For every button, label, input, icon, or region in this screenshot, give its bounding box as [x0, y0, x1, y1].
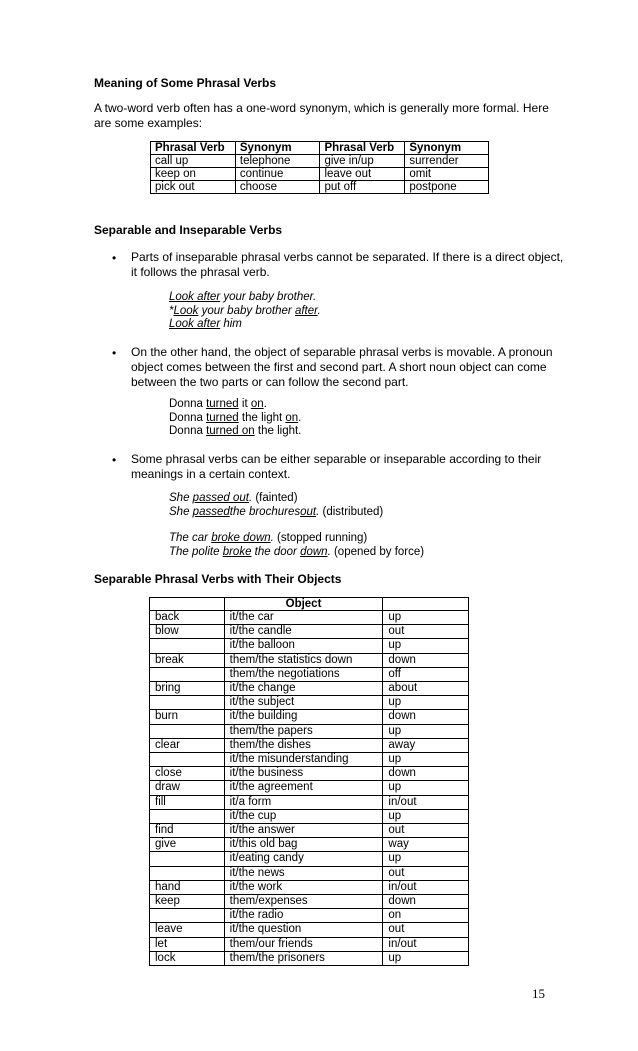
table-cell: down [383, 767, 469, 781]
table-cell: out [383, 824, 469, 838]
table-cell: up [383, 639, 469, 653]
table-cell: in/out [383, 795, 469, 809]
table-cell: them/the statistics down [224, 653, 383, 667]
phrasal-verb-underlined: Look after [169, 318, 221, 330]
table-cell: down [383, 895, 469, 909]
example-text: . [298, 411, 302, 424]
table-cell: out [383, 923, 469, 937]
table-cell [150, 696, 225, 710]
table-row [150, 809, 469, 823]
column-header [383, 598, 469, 611]
bullet-line: On the other hand, the object of separable phrasal verbs is movable. A pronoun [131, 345, 553, 359]
table-cell: it/the cup [224, 809, 383, 823]
table-cell: let [150, 937, 225, 951]
example-text: . [327, 545, 331, 558]
asterisk-mark: * [169, 304, 174, 317]
example-text: Donna [169, 425, 207, 437]
table-row [150, 838, 469, 852]
column-header: Phrasal Verb [151, 142, 236, 155]
example-group [169, 291, 321, 332]
particle-underlined: out [300, 505, 317, 518]
example-line [169, 506, 383, 520]
meaning-gloss: (fainted) [252, 492, 298, 504]
example-group [169, 492, 383, 519]
table-cell: up [383, 951, 469, 965]
table-cell: them/the papers [224, 724, 383, 738]
bullet-icon: • [112, 251, 117, 265]
table-cell: it/the work [224, 880, 383, 894]
table-row [150, 909, 469, 923]
table-row [150, 710, 469, 724]
example-text: She [169, 492, 193, 504]
page-number: 15 [532, 986, 545, 1001]
example-line [169, 305, 321, 319]
table-cell: lock [150, 951, 225, 965]
table-cell: find [150, 824, 225, 838]
example-line [169, 318, 321, 332]
table-cell: it/this old bag [224, 838, 383, 852]
synonym-table [150, 141, 489, 194]
table-cell [150, 753, 225, 767]
table-cell: up [383, 781, 469, 795]
table-cell: continue [235, 168, 320, 181]
example-group [169, 532, 424, 559]
table-row [150, 880, 469, 894]
example-text: it [238, 398, 251, 410]
table-cell: it/the building [224, 710, 383, 724]
example-line [169, 425, 301, 439]
bullet-icon: • [112, 346, 117, 360]
example-text: The polite [169, 545, 223, 558]
example-text: the light. [254, 425, 302, 437]
table-cell: it/the agreement [224, 781, 383, 795]
table-cell: it/the misunderstanding [224, 753, 383, 767]
example-group [169, 398, 301, 439]
example-line [169, 492, 383, 506]
phrasal-verb-underlined: Look after [169, 291, 221, 303]
bullet-icon: • [112, 453, 117, 467]
table-row [150, 795, 469, 809]
phrasal-verb-underlined: Look [173, 304, 199, 317]
example-text: Donna [169, 411, 207, 424]
phrasal-verb-underlined: broke down [211, 532, 271, 544]
table-row [150, 625, 469, 639]
table-row [150, 611, 469, 625]
table-row [150, 767, 469, 781]
example-text: your baby brother [198, 304, 295, 317]
example-text: the brochures [229, 505, 301, 518]
table-cell: it/the balloon [224, 639, 383, 653]
intro-line: are some examples: [94, 116, 203, 130]
phrasal-verb-underlined: turned [206, 398, 239, 410]
table-cell: out [383, 625, 469, 639]
bullet-paragraph [131, 250, 563, 280]
table-row [151, 155, 489, 168]
table-cell: down [383, 710, 469, 724]
section-heading-separable: Separable and Inseparable Verbs [94, 223, 283, 237]
table-cell: way [383, 838, 469, 852]
table-cell: it/a form [224, 795, 383, 809]
table-cell: break [150, 653, 225, 667]
bullet-line: object comes between the first and second part. A short noun object can come [131, 360, 547, 374]
table-cell: in/out [383, 880, 469, 894]
example-text: She [169, 505, 193, 518]
table-cell: pick out [151, 181, 236, 194]
particle-underlined: after [294, 304, 318, 317]
table-cell: close [150, 767, 225, 781]
table-cell: keep on [151, 168, 236, 181]
example-text: . [248, 492, 253, 504]
example-line [169, 546, 424, 560]
table-cell: away [383, 738, 469, 752]
table-cell: it/the answer [224, 824, 383, 838]
column-header: Object [224, 598, 383, 611]
table-row [150, 667, 469, 681]
example-text: Donna [169, 398, 207, 410]
example-text: . [263, 398, 267, 410]
table-cell: down [383, 653, 469, 667]
table-row [151, 181, 489, 194]
meaning-gloss: (opened by force) [330, 545, 425, 558]
example-text: the light [238, 411, 286, 424]
table-cell: in/out [383, 937, 469, 951]
column-header [150, 598, 225, 611]
example-text: . [316, 505, 320, 518]
table-cell: them/the dishes [224, 738, 383, 752]
table-cell: call up [151, 155, 236, 168]
table-cell [150, 724, 225, 738]
table-cell: blow [150, 625, 225, 639]
table-row [150, 753, 469, 767]
phrasal-verb-underlined: broke [222, 545, 252, 558]
table-header-row [151, 142, 489, 155]
table-row [150, 866, 469, 880]
example-text: your baby brother. [220, 291, 317, 303]
example-text: . [270, 532, 274, 544]
bullet-line: between the two parts or can follow the second part. [131, 375, 409, 389]
bullet-paragraph [131, 452, 541, 482]
table-row [150, 852, 469, 866]
table-cell: leave [150, 923, 225, 937]
section-heading-objects: Separable Phrasal Verbs with Their Objects [94, 572, 342, 586]
table-cell: back [150, 611, 225, 625]
meaning-gloss: (stopped running) [273, 532, 368, 544]
example-line [169, 412, 301, 426]
table-cell: about [383, 682, 469, 696]
table-cell [150, 866, 225, 880]
table-row [150, 639, 469, 653]
section-heading-meaning: Meaning of Some Phrasal Verbs [94, 76, 277, 90]
table-cell: them/expenses [224, 895, 383, 909]
table-cell: keep [150, 895, 225, 909]
table-cell: up [383, 809, 469, 823]
table-cell: put off [320, 181, 405, 194]
table-cell: them/our friends [224, 937, 383, 951]
table-cell: it/the radio [224, 909, 383, 923]
table-cell: it/the candle [224, 625, 383, 639]
table-cell: give [150, 838, 225, 852]
table-row [150, 951, 469, 965]
column-header: Phrasal Verb [320, 142, 405, 155]
table-cell [150, 639, 225, 653]
table-row [150, 923, 469, 937]
phrasal-verb-underlined: passed [192, 505, 230, 518]
table-row [150, 937, 469, 951]
table-cell: it/the subject [224, 696, 383, 710]
phrasal-objects-table [149, 597, 469, 966]
example-text: The car [169, 532, 212, 544]
table-row [150, 824, 469, 838]
table-cell: it/the business [224, 767, 383, 781]
table-cell [150, 809, 225, 823]
table-cell: on [383, 909, 469, 923]
table-row [150, 781, 469, 795]
table-cell: up [383, 724, 469, 738]
table-cell: draw [150, 781, 225, 795]
table-cell: it/the question [224, 923, 383, 937]
bullet-line: it follows the phrasal verb. [131, 265, 270, 279]
table-cell: fill [150, 795, 225, 809]
table-cell: out [383, 866, 469, 880]
table-cell [150, 909, 225, 923]
table-cell: them/the negotiations [224, 667, 383, 681]
bullet-line: meanings in a certain context. [131, 467, 291, 481]
table-cell: them/the prisoners [224, 951, 383, 965]
table-cell: bring [150, 682, 225, 696]
table-row [150, 724, 469, 738]
table-cell: it/eating candy [224, 852, 383, 866]
phrasal-verb-underlined: passed out [192, 492, 249, 504]
example-line [169, 291, 321, 305]
table-row [150, 895, 469, 909]
table-cell: off [383, 667, 469, 681]
table-cell: up [383, 696, 469, 710]
example-text: the door [251, 545, 301, 558]
column-header: Synonym [235, 142, 320, 155]
table-cell [150, 667, 225, 681]
table-cell: give in/up [320, 155, 405, 168]
table-cell: burn [150, 710, 225, 724]
table-cell: surrender [405, 155, 489, 168]
table-cell: up [383, 852, 469, 866]
bullet-line: Some phrasal verbs can be either separable or inseparable according to their [131, 452, 542, 466]
phrasal-verb-underlined: turned [206, 411, 239, 424]
bullet-paragraph [131, 345, 553, 390]
table-cell: hand [150, 880, 225, 894]
intro-line: A two-word verb often has a one-word synonym, which is generally more formal. Here [94, 101, 549, 115]
table-cell: postpone [405, 181, 489, 194]
column-header: Synonym [405, 142, 489, 155]
table-row [150, 682, 469, 696]
bullet-line: Parts of inseparable phrasal verbs cannot be separated. If there is a direct object, [131, 250, 564, 264]
table-header-row [150, 598, 469, 611]
example-line [169, 398, 301, 412]
table-row [151, 168, 489, 181]
particle-underlined: on [285, 411, 299, 424]
table-cell: up [383, 611, 469, 625]
table-row [150, 696, 469, 710]
table-cell: telephone [235, 155, 320, 168]
table-cell: it/the car [224, 611, 383, 625]
table-cell: leave out [320, 168, 405, 181]
intro-paragraph [94, 101, 549, 131]
table-cell: omit [405, 168, 489, 181]
table-cell [150, 852, 225, 866]
phrasal-verb-underlined: turned on [206, 425, 255, 437]
example-text: . [317, 304, 321, 317]
table-cell: it/the news [224, 866, 383, 880]
table-row [150, 653, 469, 667]
example-text: him [220, 318, 242, 330]
particle-underlined: on [250, 398, 264, 410]
table-row [150, 738, 469, 752]
particle-underlined: down [300, 545, 328, 558]
table-cell: up [383, 753, 469, 767]
table-cell: clear [150, 738, 225, 752]
meaning-gloss: (distributed) [319, 505, 384, 518]
example-line [169, 532, 424, 546]
table-cell: it/the change [224, 682, 383, 696]
table-cell: choose [235, 181, 320, 194]
